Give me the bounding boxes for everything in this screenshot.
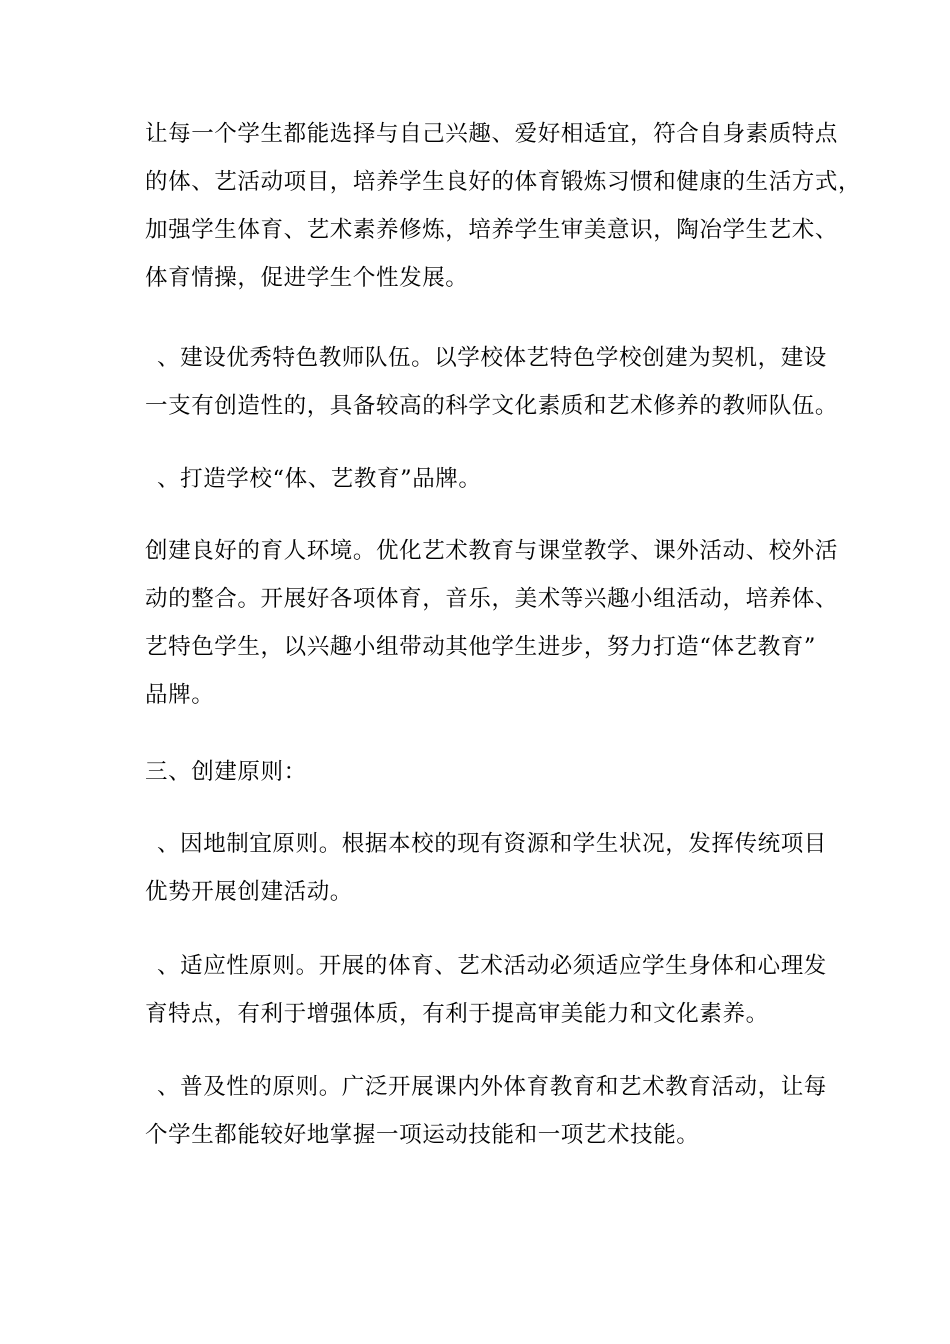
paragraph-principle-adaptive (145, 942, 827, 1038)
text-line: 、建设优秀特色教师队伍。以学校体艺特色学校创建为契机，建设 (157, 345, 827, 371)
text-line: 体育情操，促进学生个性发展。 (145, 265, 469, 291)
text-line: 创建良好的育人环境。优化艺术教育与课堂教学、课外活动、校外活 (145, 538, 839, 564)
text-line: 、因地制宜原则。根据本校的现有资源和学生状况，发挥传统项目 (157, 831, 827, 857)
text-line: 三、创建原则： (145, 759, 307, 785)
paragraph-goal-teachers (145, 334, 839, 430)
paragraph-environment (145, 527, 839, 719)
paragraph-principle-local (145, 820, 827, 916)
paragraph-principle-universal (145, 1063, 827, 1159)
text-line: 艺特色学生，以兴趣小组带动其他学生进步，努力打造“体艺教育” (145, 634, 817, 660)
text-line: 、适应性原则。开展的体育、艺术活动必须适应学生身体和心理发 (157, 953, 827, 979)
section-heading-principles (145, 748, 810, 796)
text-line: 让每一个学生都能选择与自己兴趣、爱好相适宜，符合自身素质特点 (145, 121, 839, 147)
paragraph-goal-brand (145, 455, 810, 503)
text-line: 一支有创造性的，具备较高的科学文化素质和艺术修养的教师队伍。 (145, 393, 839, 419)
text-line: 品牌。 (145, 682, 215, 708)
text-line: 优势开展创建活动。 (145, 879, 353, 905)
text-line: 育特点，有利于增强体质，有利于提高审美能力和文化素养。 (145, 1001, 769, 1027)
text-line: 动的整合。开展好各项体育，音乐，美术等兴趣小组活动，培养体、 (145, 586, 839, 612)
paragraph-goal-students (145, 110, 862, 302)
text-line: 个学生都能较好地掌握一项运动技能和一项艺术技能。 (145, 1122, 700, 1148)
text-line: 、打造学校“体、艺教育”品牌。 (157, 466, 482, 492)
text-line: 加强学生体育、艺术素养修炼，培养学生审美意识，陶冶学生艺术、 (145, 217, 839, 243)
text-line: 、普及性的原则。广泛开展课内外体育教育和艺术教育活动，让每 (157, 1074, 827, 1100)
text-line: 的体、艺活动项目，培养学生良好的体育锻炼习惯和健康的生活方式， (145, 169, 862, 195)
